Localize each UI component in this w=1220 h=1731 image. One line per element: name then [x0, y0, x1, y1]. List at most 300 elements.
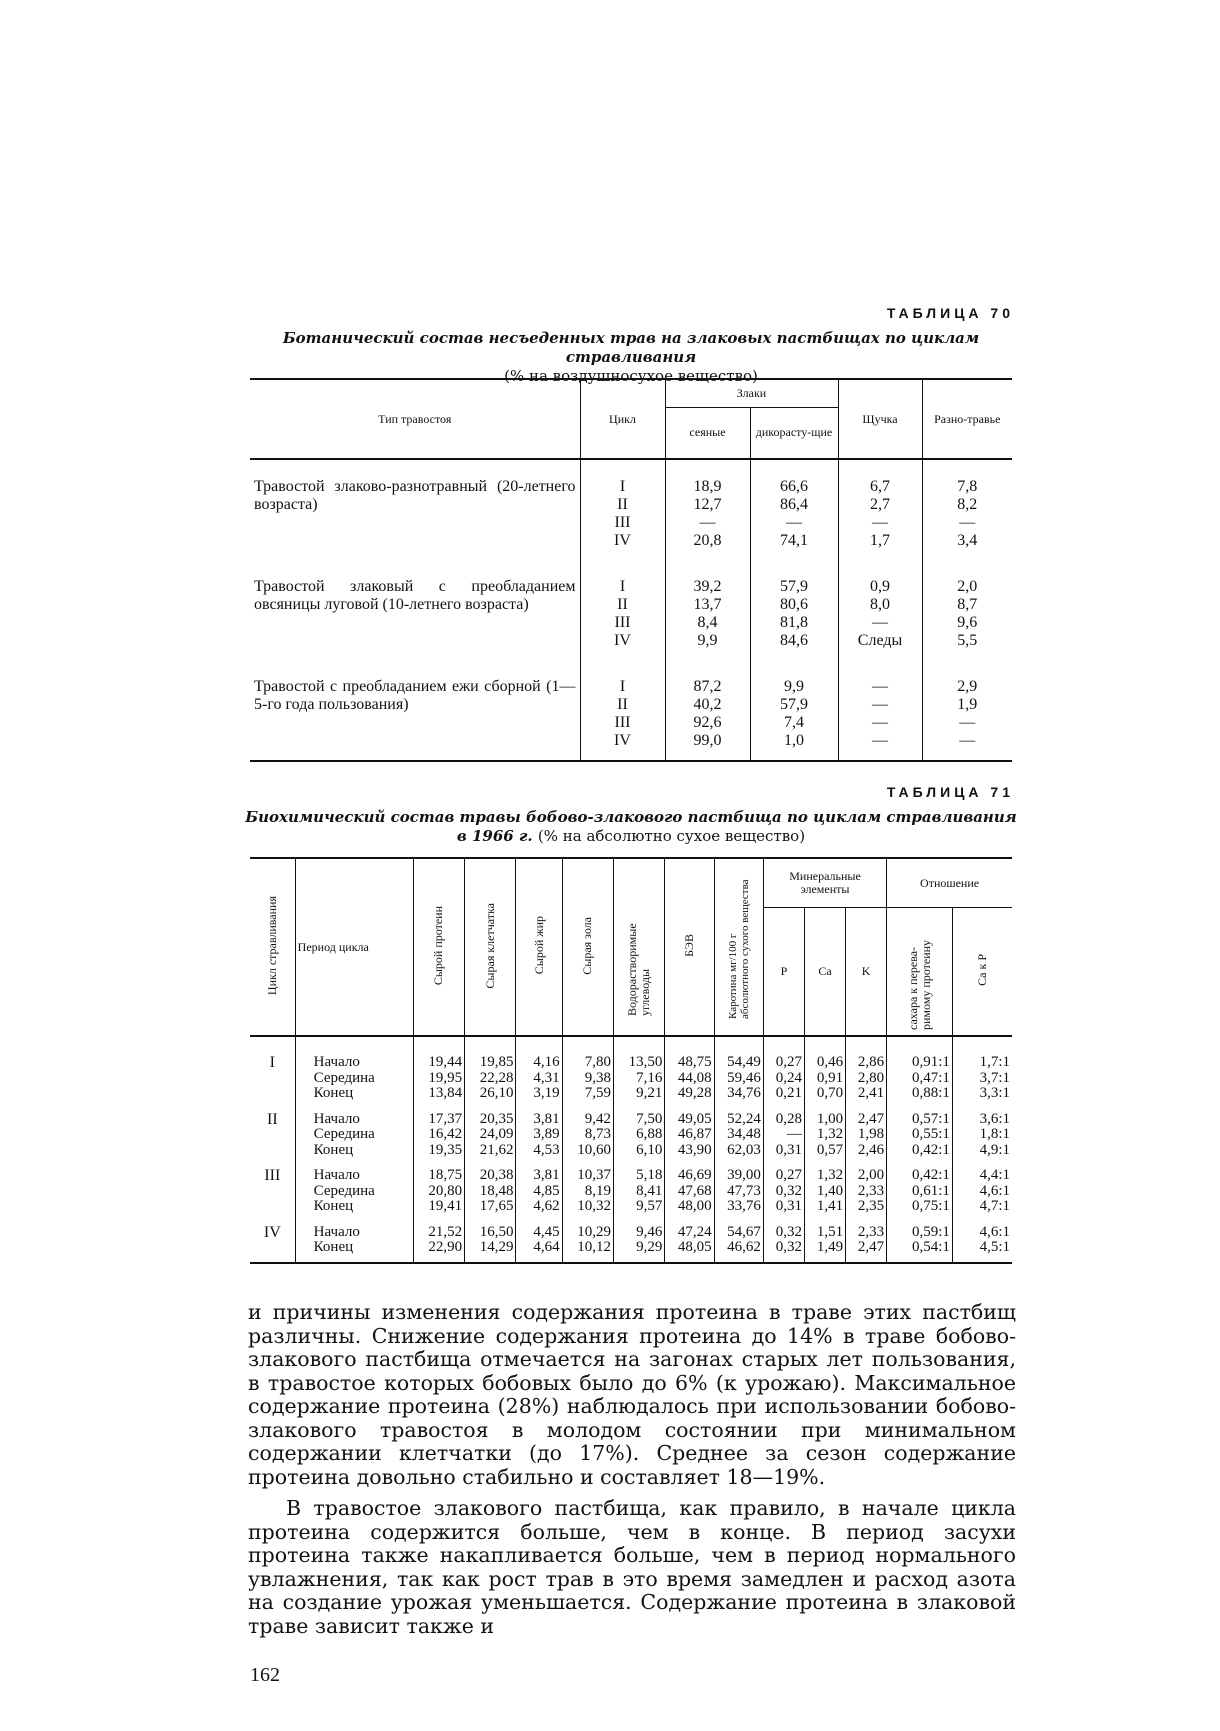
- sugars-value: 5,18: [636, 1167, 663, 1183]
- wild-cell-value: 80,6: [780, 596, 808, 613]
- wild-cell-value: 81,8: [780, 614, 808, 631]
- P-cell: [763, 1221, 804, 1263]
- table-70-caption-main: Ботанический состав несъеденных трав на злаковых пастбищах по циклам стравливания: [282, 329, 980, 366]
- table-71-label: ТАБЛИЦА 71: [886, 784, 1014, 800]
- periods-cell: [295, 1164, 413, 1221]
- periods-value: Начало: [313, 1110, 360, 1127]
- table-71-row: [250, 1164, 1012, 1221]
- forbs-cell-value: 1,9: [957, 696, 978, 713]
- carotene-cell: [714, 1164, 763, 1221]
- pike-cell-value: 1,7: [870, 532, 890, 549]
- K-value: 2,47: [857, 1239, 885, 1255]
- ca-p-value: 4,6:1: [979, 1223, 1010, 1240]
- sugar-protein-value: 0,55:1: [911, 1126, 950, 1142]
- sugars-value: 8,41: [636, 1182, 663, 1199]
- wild-cell-value: —: [786, 514, 802, 531]
- ash-value: 10,29: [577, 1223, 611, 1240]
- table-70-caption-sub: (% на воздушносухое вещество): [504, 367, 758, 385]
- cycle-cell: [580, 459, 665, 560]
- header-fat: Сырой жир: [516, 858, 562, 1036]
- cycle-cell-value: II: [617, 496, 628, 513]
- protein-cell: [413, 1036, 464, 1108]
- wild-cell-value: 7,4: [784, 714, 804, 731]
- ca-p-value: 3,3:1: [979, 1085, 1010, 1101]
- protein-value: 18,75: [428, 1167, 463, 1183]
- P-value: 0,21: [775, 1085, 802, 1101]
- carotene-value: 33,76: [727, 1198, 761, 1214]
- periods-value: Начало: [313, 1054, 360, 1070]
- cycle-cell-value: III: [614, 514, 631, 531]
- table-70-row: [250, 660, 1012, 761]
- K-value: 2,35: [857, 1198, 885, 1214]
- Ca-value: 1,49: [816, 1239, 844, 1255]
- header-P: P: [763, 908, 804, 1037]
- wild-cell: [750, 660, 838, 761]
- forbs-cell-value: 8,2: [957, 496, 978, 513]
- fiber-value: 19,85: [479, 1054, 514, 1070]
- K-value: 2,86: [857, 1054, 885, 1070]
- pike-cell-value: —: [872, 678, 888, 695]
- header-sown: сеяные: [665, 407, 750, 459]
- sugar-protein-cell: [887, 1108, 953, 1165]
- cycle-cell-value: IV: [614, 532, 631, 549]
- fiber-value: 20,35: [479, 1110, 514, 1127]
- forbs-cell: [922, 660, 1012, 761]
- sugars-cell: [614, 1108, 665, 1165]
- header-ca-p: Ca к P: [952, 908, 1012, 1037]
- carotene-cell: [714, 1036, 763, 1108]
- protein-cell: [413, 1164, 464, 1221]
- table-71-caption-sub: (% на абсолютно сухое вещество): [537, 827, 806, 845]
- sugar-protein-value: 0,88:1: [911, 1085, 950, 1101]
- cycle-cell: [580, 560, 665, 660]
- carotene-value: 34,48: [727, 1126, 761, 1142]
- ash-value: 7,80: [584, 1054, 611, 1070]
- protein-value: 13,84: [428, 1085, 463, 1101]
- fat-value: 3,89: [533, 1126, 560, 1142]
- protein-value: 19,41: [428, 1198, 463, 1214]
- ca-p-value: 4,9:1: [979, 1141, 1010, 1158]
- forbs-cell: [922, 459, 1012, 560]
- cycle-cell-value: I: [619, 478, 626, 495]
- sugar-protein-value: 0,57:1: [911, 1110, 950, 1127]
- fiber-value: 20,38: [479, 1167, 514, 1183]
- fiber-value: 16,50: [479, 1223, 514, 1240]
- periods-value: Середина: [313, 1069, 375, 1086]
- protein-value: 21,52: [428, 1223, 463, 1240]
- stand-type: Травостой злаково-разнотравный (20-летнего возраста): [254, 478, 576, 513]
- bev-value: 48,00: [677, 1198, 712, 1214]
- ca-p-cell: [952, 1036, 1012, 1108]
- header-sugars: Водорастворимые углеводы: [614, 858, 665, 1036]
- sown-cell-value: 12,7: [693, 496, 722, 513]
- P-value: 0,31: [775, 1198, 802, 1214]
- body-text: [248, 1301, 1016, 1638]
- P-cell: [763, 1108, 804, 1165]
- sugar-protein-value: 0,47:1: [911, 1069, 950, 1086]
- sugars-cell: [614, 1221, 665, 1263]
- table-71-caption-year: в 1966 г.: [456, 827, 533, 845]
- sugar-protein-value: 0,54:1: [911, 1239, 950, 1255]
- K-cell: [846, 1221, 887, 1263]
- K-value: 2,41: [857, 1085, 885, 1101]
- fat-value: 3,19: [533, 1085, 560, 1101]
- header-cycle-71: Цикл стравливания: [250, 858, 295, 1036]
- P-cell: [763, 1164, 804, 1221]
- forbs-cell-value: 7,8: [957, 478, 978, 495]
- protein-cell: [413, 1108, 464, 1165]
- fat-value: 3,81: [533, 1110, 560, 1127]
- sugar-protein-value: 0,59:1: [911, 1223, 950, 1240]
- Ca-cell: [804, 1108, 845, 1165]
- fat-value: 4,31: [533, 1069, 560, 1086]
- fat-value: 3,81: [533, 1167, 560, 1183]
- bev-value: 48,75: [677, 1054, 712, 1070]
- sown-cell: [665, 459, 750, 560]
- fat-value: 4,16: [533, 1054, 560, 1070]
- ash-value: 8,19: [584, 1182, 611, 1199]
- forbs-cell-value: 8,7: [957, 596, 978, 613]
- protein-value: 20,80: [428, 1182, 463, 1199]
- wild-cell-value: 86,4: [780, 496, 808, 513]
- protein-cell: [413, 1221, 464, 1263]
- wild-cell: [750, 560, 838, 660]
- pike-cell: [838, 459, 922, 560]
- cycle-cell: [580, 660, 665, 761]
- P-value: 0,27: [775, 1054, 802, 1070]
- fat-cell: [516, 1221, 562, 1263]
- header-minerals: Минеральные элементы: [763, 858, 886, 908]
- wild-cell: [750, 459, 838, 560]
- sugar-protein-cell: [887, 1036, 953, 1108]
- pike-cell-value: —: [872, 696, 888, 713]
- pike-cell-value: 8,0: [870, 596, 890, 613]
- header-protein: Сырой протеин: [413, 858, 464, 1036]
- sown-cell-value: 9,9: [697, 632, 718, 649]
- carotene-value: 54,49: [727, 1054, 761, 1070]
- cycle-cell-value: IV: [614, 632, 631, 649]
- P-value: 0,24: [775, 1069, 802, 1086]
- ash-value: 9,42: [584, 1110, 611, 1127]
- header-sugar-protein: сахара к перева-римому протеину: [887, 908, 953, 1037]
- periods-cell: [295, 1036, 413, 1108]
- cycle-number: II: [267, 1110, 278, 1128]
- K-value: 2,47: [857, 1110, 885, 1127]
- pike-cell-value: Следы: [857, 632, 903, 649]
- carotene-value: 39,00: [727, 1167, 761, 1183]
- table-70-row: [250, 560, 1012, 660]
- sown-cell-value: —: [699, 514, 716, 531]
- fiber-cell: [465, 1221, 516, 1263]
- carotene-value: 52,24: [727, 1110, 761, 1127]
- header-K: K: [846, 908, 887, 1037]
- fiber-value: 21,62: [479, 1141, 514, 1158]
- Ca-value: 1,41: [816, 1198, 844, 1214]
- sugars-cell: [614, 1036, 665, 1108]
- Ca-value: 0,91: [816, 1069, 844, 1086]
- sugar-protein-value: 0,42:1: [911, 1167, 950, 1183]
- K-value: 2,33: [857, 1182, 885, 1199]
- carotene-value: 59,46: [727, 1069, 761, 1086]
- Ca-value: 0,46: [816, 1054, 844, 1070]
- fiber-cell: [465, 1164, 516, 1221]
- wild-cell-value: 84,6: [780, 632, 808, 649]
- protein-value: 19,95: [428, 1069, 463, 1086]
- forbs-cell-value: 3,4: [957, 532, 978, 549]
- protein-value: 16,42: [428, 1126, 463, 1142]
- fiber-cell: [465, 1108, 516, 1165]
- pike-cell-value: —: [872, 514, 888, 531]
- carotene-value: 54,67: [727, 1223, 761, 1240]
- bev-value: 47,68: [677, 1182, 712, 1199]
- sown-cell-value: 18,9: [693, 478, 722, 495]
- ca-p-cell: [952, 1221, 1012, 1263]
- ash-value: 9,38: [584, 1069, 611, 1086]
- sugars-value: 7,16: [636, 1069, 663, 1086]
- periods-value: Конец: [313, 1141, 354, 1158]
- page-number: 162: [250, 1664, 280, 1686]
- pike-cell-value: —: [872, 714, 888, 731]
- Ca-value: 1,40: [816, 1182, 844, 1199]
- carotene-value: 34,76: [727, 1085, 761, 1101]
- ca-p-cell: [952, 1164, 1012, 1221]
- cycle-cell-value: II: [617, 696, 628, 713]
- table-70: [250, 378, 1012, 762]
- header-type: Тип травостоя: [250, 379, 580, 459]
- fat-cell: [516, 1164, 562, 1221]
- P-value: 0,32: [775, 1223, 802, 1240]
- sown-cell-value: 40,2: [693, 696, 722, 713]
- forbs-cell-value: —: [959, 714, 976, 731]
- sugar-protein-value: 0,61:1: [911, 1182, 950, 1199]
- P-value: 0,31: [775, 1141, 802, 1158]
- fiber-value: 14,29: [479, 1239, 514, 1255]
- bev-value: 49,05: [677, 1110, 712, 1127]
- sown-cell: [665, 660, 750, 761]
- forbs-cell-value: —: [959, 514, 976, 531]
- table-71: [250, 857, 1012, 1264]
- Ca-cell: [804, 1221, 845, 1263]
- K-value: 2,00: [857, 1167, 885, 1183]
- bev-value: 47,24: [677, 1223, 712, 1240]
- protein-value: 19,44: [428, 1054, 463, 1070]
- ca-p-cell: [952, 1108, 1012, 1165]
- sugar-protein-cell: [887, 1164, 953, 1221]
- fat-value: 4,62: [533, 1198, 560, 1214]
- header-ratio: Отношение: [887, 858, 1012, 908]
- Ca-value: 1,51: [816, 1223, 844, 1240]
- pike-cell: [838, 660, 922, 761]
- pike-cell: [838, 560, 922, 660]
- forbs-cell-value: —: [959, 732, 976, 749]
- ash-cell: [562, 1108, 613, 1165]
- forbs-cell-value: 9,6: [957, 614, 978, 631]
- periods-cell: [295, 1108, 413, 1165]
- fat-value: 4,64: [533, 1239, 560, 1255]
- ash-value: 10,37: [577, 1167, 611, 1183]
- pike-cell-value: —: [872, 614, 888, 631]
- cycle-number: III: [264, 1167, 281, 1184]
- fiber-value: 24,09: [479, 1126, 514, 1142]
- sugars-value: 6,10: [636, 1141, 663, 1158]
- sugars-value: 6,88: [636, 1126, 663, 1142]
- protein-value: 22,90: [428, 1239, 463, 1255]
- sown-cell-value: 13,7: [693, 596, 722, 613]
- sugars-cell: [614, 1164, 665, 1221]
- fat-value: 4,53: [533, 1141, 560, 1158]
- Ca-value: 1,32: [816, 1167, 844, 1183]
- fiber-cell: [465, 1036, 516, 1108]
- bev-value: 46,87: [677, 1126, 712, 1142]
- bev-cell: [665, 1221, 714, 1263]
- protein-value: 19,35: [428, 1141, 463, 1158]
- P-value: 0,32: [775, 1239, 802, 1255]
- table-71-row: [250, 1108, 1012, 1165]
- ash-cell: [562, 1221, 613, 1263]
- wild-cell-value: 9,9: [784, 678, 804, 695]
- sugars-value: 9,46: [636, 1223, 663, 1240]
- ca-p-value: 4,4:1: [979, 1167, 1010, 1183]
- bev-value: 48,05: [677, 1239, 712, 1255]
- carotene-value: 62,03: [727, 1141, 761, 1158]
- sown-cell-value: 87,2: [693, 678, 722, 695]
- cycle-cell-value: I: [619, 678, 626, 695]
- Ca-cell: [804, 1164, 845, 1221]
- forbs-cell-value: 2,9: [957, 678, 978, 695]
- P-value: 0,28: [775, 1110, 802, 1127]
- sown-cell-value: 20,8: [693, 532, 722, 549]
- periods-value: Середина: [313, 1182, 375, 1199]
- bev-value: 46,69: [677, 1167, 712, 1183]
- table-71-caption-main: Биохимический состав травы бобово-злакового пастбища по циклам стравливания: [245, 808, 1017, 826]
- pike-cell-value: 0,9: [870, 578, 890, 595]
- header-ash: Сырая зола: [562, 858, 613, 1036]
- protein-value: 17,37: [428, 1110, 463, 1127]
- wild-cell-value: 57,9: [780, 696, 808, 713]
- fiber-value: 18,48: [479, 1182, 514, 1199]
- bev-cell: [665, 1108, 714, 1165]
- header-carotene: Каротина мг/100 г абсолютного сухого вещества: [714, 858, 763, 1036]
- sown-cell-value: 99,0: [693, 732, 722, 749]
- sugar-protein-cell: [887, 1221, 953, 1263]
- P-cell: [763, 1036, 804, 1108]
- pike-cell-value: 6,7: [870, 478, 890, 495]
- periods-value: Конец: [313, 1198, 354, 1214]
- fiber-value: 17,65: [479, 1198, 514, 1214]
- wild-cell-value: 1,0: [784, 732, 804, 749]
- K-cell: [846, 1164, 887, 1221]
- cycle-number: I: [269, 1054, 275, 1071]
- K-value: 1,98: [857, 1126, 885, 1142]
- sugars-value: 9,57: [636, 1198, 663, 1214]
- P-value: 0,32: [775, 1182, 802, 1199]
- sugar-protein-value: 0,91:1: [911, 1054, 950, 1070]
- carotene-value: 47,73: [727, 1182, 761, 1199]
- wild-cell-value: 57,9: [780, 578, 808, 595]
- sugars-value: 9,29: [636, 1239, 663, 1255]
- periods-value: Конец: [313, 1239, 354, 1255]
- fat-value: 4,45: [533, 1223, 560, 1240]
- sugar-protein-value: 0,42:1: [911, 1141, 950, 1158]
- ca-p-value: 4,6:1: [979, 1182, 1010, 1199]
- Ca-value: 1,32: [816, 1126, 844, 1142]
- sown-cell-value: 8,4: [697, 614, 718, 631]
- forbs-cell-value: 5,5: [957, 632, 978, 649]
- ca-p-value: 3,6:1: [979, 1110, 1010, 1127]
- header-bev: БЭВ: [665, 858, 714, 1036]
- sugars-value: 7,50: [636, 1110, 663, 1127]
- cycle-number: IV: [263, 1223, 281, 1241]
- header-forbs: Разно-травье: [922, 379, 1012, 459]
- K-cell: [846, 1108, 887, 1165]
- header-grasses: Злаки: [665, 379, 838, 407]
- table-71-row: [250, 1036, 1012, 1108]
- sugar-protein-value: 0,75:1: [911, 1198, 950, 1214]
- K-cell: [846, 1036, 887, 1108]
- ash-value: 7,59: [584, 1085, 611, 1101]
- wild-cell-value: 74,1: [780, 532, 808, 549]
- cycle-cell-value: I: [619, 578, 626, 595]
- fiber-value: 22,28: [479, 1069, 514, 1086]
- periods-cell: [295, 1221, 413, 1263]
- pike-cell-value: 2,7: [870, 496, 890, 513]
- ca-p-value: 3,7:1: [979, 1069, 1010, 1086]
- pike-cell-value: —: [872, 732, 888, 749]
- table-70-label: ТАБЛИЦА 70: [886, 305, 1014, 321]
- bev-cell: [665, 1036, 714, 1108]
- header-period: Период цикла: [295, 858, 413, 1036]
- fat-cell: [516, 1036, 562, 1108]
- sown-cell: [665, 560, 750, 660]
- header-wild: дикорасту-щие: [750, 407, 838, 459]
- K-value: 2,80: [857, 1069, 885, 1086]
- ca-p-value: 1,8:1: [979, 1126, 1010, 1142]
- fiber-value: 26,10: [479, 1085, 514, 1101]
- sown-cell-value: 92,6: [693, 714, 722, 731]
- K-value: 2,46: [857, 1141, 885, 1158]
- sugars-value: 13,50: [628, 1054, 663, 1070]
- header-Ca: Ca: [804, 908, 845, 1037]
- bev-value: 43,90: [677, 1141, 712, 1158]
- carotene-cell: [714, 1221, 763, 1263]
- Ca-cell: [804, 1036, 845, 1108]
- header-cycle: Цикл: [580, 379, 665, 459]
- paragraph-2: В травостое злакового пастбища, как правило, в начале цикла протеина содержится больше, чем в конце. В период засухи протеина также накапливается больше, чем в период нормального увлажнения, так как рост трав в это время замедлен и расход азота на создание урожая уменьшается. Содержание протеина в злаковой траве зависит также и: [248, 1496, 1016, 1638]
- stand-type: Травостой с преобладанием ежи сборной (1—5-го года пользования): [254, 678, 576, 713]
- header-fiber: Сырая клетчатка: [465, 858, 516, 1036]
- periods-value: Середина: [313, 1126, 375, 1142]
- wild-cell-value: 66,6: [780, 478, 808, 495]
- ash-value: 10,32: [577, 1198, 611, 1214]
- fat-cell: [516, 1108, 562, 1165]
- K-value: 2,33: [857, 1223, 885, 1240]
- cycle-cell-value: II: [617, 596, 628, 613]
- cycle-cell-value: III: [614, 614, 631, 631]
- periods-value: Конец: [313, 1085, 354, 1101]
- cycle-cell-value: IV: [614, 732, 631, 749]
- periods-value: Начало: [313, 1167, 360, 1183]
- stand-type: Травостой злаковый с преобладанием овсяницы луговой (10-летнего возраста): [254, 578, 576, 613]
- carotene-cell: [714, 1108, 763, 1165]
- ash-value: 10,12: [577, 1239, 611, 1255]
- table-71-row: [250, 1221, 1012, 1263]
- header-pike: Щучка: [838, 379, 922, 459]
- periods-value: Начало: [313, 1223, 360, 1240]
- table-71-caption: [245, 808, 1017, 846]
- ash-value: 10,60: [577, 1141, 611, 1158]
- bev-cell: [665, 1164, 714, 1221]
- bev-value: 44,08: [677, 1069, 712, 1086]
